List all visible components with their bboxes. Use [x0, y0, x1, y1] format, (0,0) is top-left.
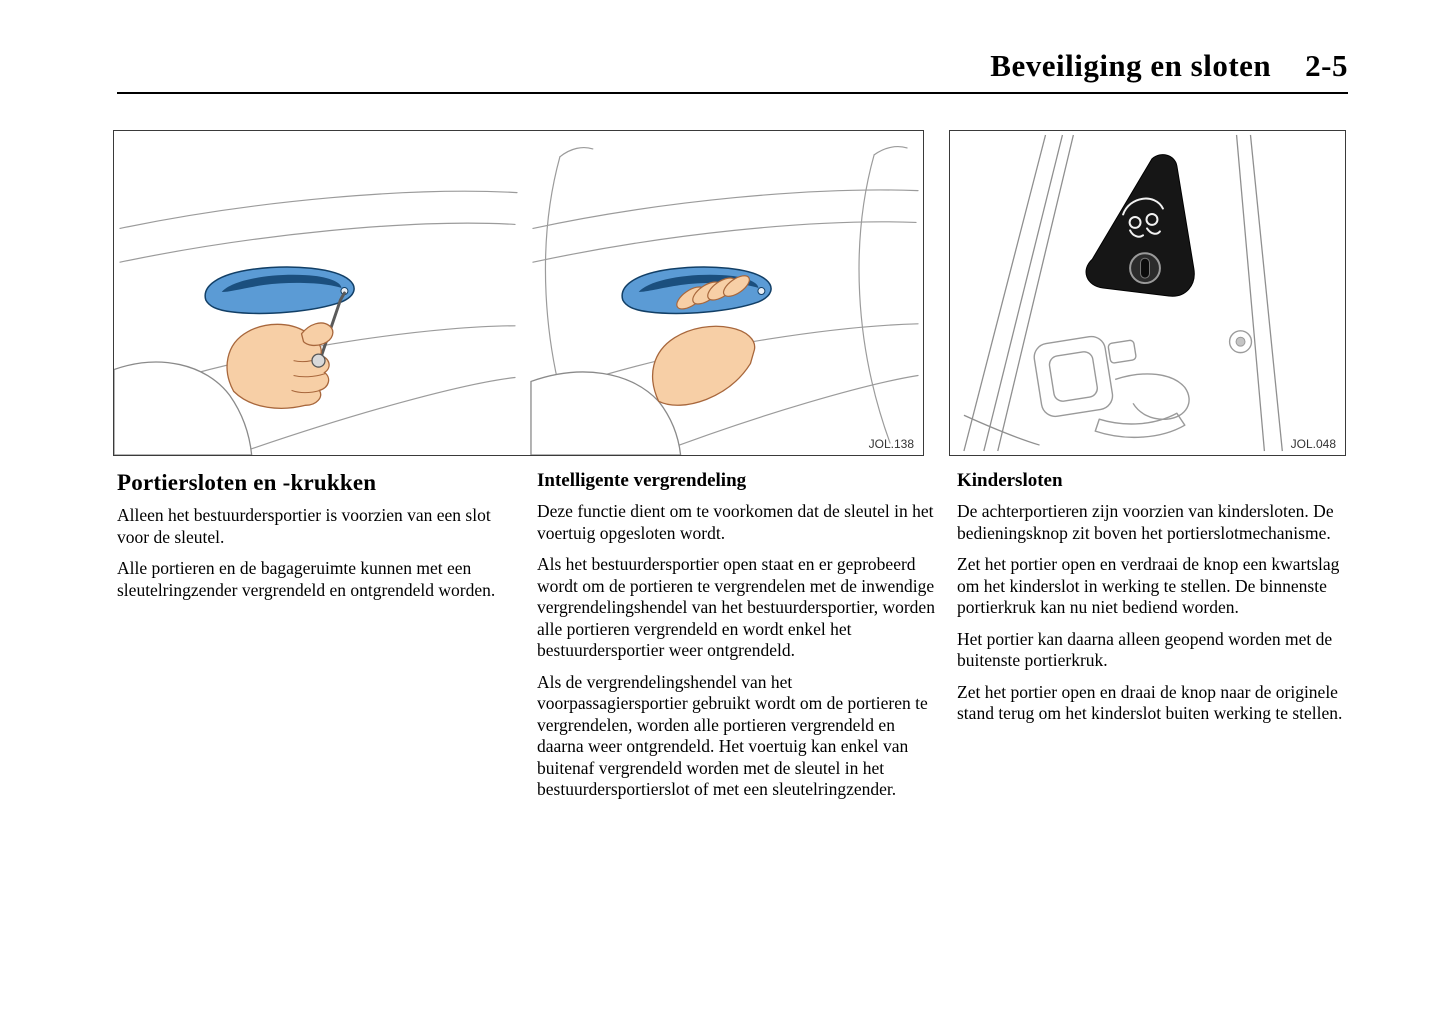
- paragraph: Alle portieren en de bagageruimte kunnen met een sleutelringzender vergrendeld en ontgrendeld worden.: [117, 558, 496, 600]
- paragraph: Alleen het bestuurdersportier is voorzien van een slot voor de sleutel.: [117, 505, 491, 547]
- paragraph: Zet het portier open en draai de knop naar de originele stand terug om het kinderslot buiten werking te stellen.: [957, 681, 1343, 724]
- paragraph: Zet het portier open en verdraai de knop een kwartslag om het kinderslot in werking te stellen. De binnenste portierkruk kan nu niet bediend worden.: [957, 554, 1340, 618]
- paragraph: Het portier kan daarna alleen geopend worden met de buitenste portierkruk.: [957, 628, 1333, 671]
- section-heading: Portiersloten en -krukken: [117, 470, 377, 495]
- paragraph: De achterportieren zijn voorzien van kindersloten. De bedieningsknop zit boven het portierslotmechanisme.: [957, 501, 1334, 543]
- figure-door-handles: [113, 130, 924, 456]
- page-number: 2-5: [1305, 48, 1348, 83]
- section-smart-locking: [537, 470, 935, 811]
- section-child-locks: [957, 470, 1355, 735]
- latch-mechanism: [1032, 335, 1189, 438]
- chapter-title: Beveiliging en sloten: [990, 48, 1272, 83]
- page-header: [990, 48, 1348, 84]
- hand-with-key-illustration: [114, 293, 344, 455]
- section-door-locks: [117, 470, 511, 611]
- child-lock-icon: [1086, 155, 1194, 297]
- figure-caption: JOL.048: [1290, 437, 1336, 451]
- key-head: [312, 354, 325, 367]
- child-lock-illustration: [950, 131, 1345, 455]
- section-heading: Kindersloten: [957, 470, 1063, 491]
- door-handle-illustration: [114, 131, 923, 455]
- header-rule: [117, 92, 1348, 94]
- paragraph: Deze functie dient om te voorkomen dat de sleutel in het voertuig opgesloten wordt.: [537, 501, 934, 543]
- paragraph: Als de vergrendelingshendel van het voorpassagiersportier gebruikt wordt om de portieren te vergrendelen, worden alle portieren vergrendeld en daarna weer ontgrendeld. Het voertuig kan enkel van buitenaf vergrendeld worden met de sleutel in het bestuurdersportierslot of met een sleutelringzender.: [537, 671, 928, 800]
- door-handle-grip-illustration: [531, 267, 771, 455]
- section-heading: Intelligente vergrendeling: [537, 470, 747, 491]
- paragraph: Als het bestuurdersportier open staat en er geprobeerd wordt om de portieren te vergrendelen met de inwendige vergrendelingshendel van het bestuurdersportier, worden alle portieren vergrendeld en wordt enkel het bestuurdersportier weer ontgrendeld.: [537, 554, 935, 661]
- figure-child-lock: [949, 130, 1346, 456]
- door-handle-icon: [205, 267, 354, 313]
- door-frame-lines: [964, 135, 1282, 451]
- figure-caption: JOL.138: [868, 437, 914, 451]
